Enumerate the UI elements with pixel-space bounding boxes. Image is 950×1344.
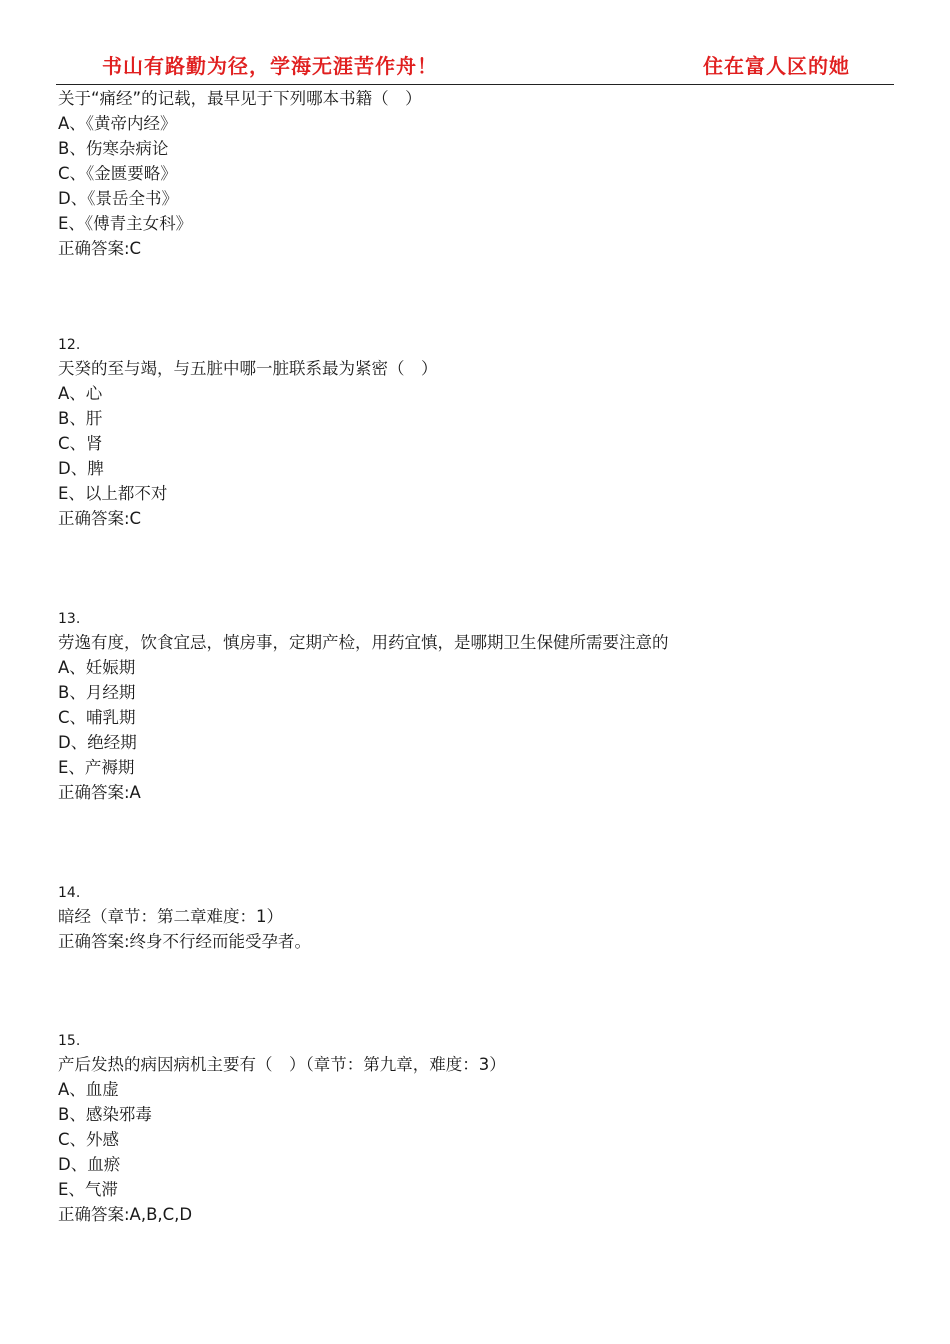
option-c: C、外感: [58, 1130, 120, 1149]
option-b: B、伤寒杂病论: [58, 139, 169, 158]
question-stem: 关于“痛经”的记载，最早见于下列哪本书籍（ ）: [58, 89, 422, 108]
option-a: A、妊娠期: [58, 658, 136, 677]
question-number: 14.: [58, 885, 81, 901]
option-d: D、脾: [58, 459, 104, 478]
header-author: 住在富人区的她: [703, 54, 850, 78]
question-number: 13.: [58, 611, 81, 627]
option-a: A、《黄帝内经》: [58, 114, 177, 133]
question-13: [58, 608, 898, 882]
option-e: E、气滞: [58, 1180, 118, 1199]
option-c: C、哺乳期: [58, 708, 136, 727]
answer: 正确答案:C: [58, 509, 142, 528]
answer: 正确答案:A,B,C,D: [58, 1205, 193, 1224]
option-c: C、《金匮要略》: [58, 164, 177, 183]
option-d: D、《景岳全书》: [58, 189, 178, 208]
answer: 正确答案:A: [58, 783, 141, 802]
option-d: D、绝经期: [58, 733, 137, 752]
option-a: A、血虚: [58, 1080, 119, 1099]
question-stem: 劳逸有度，饮食宜忌，慎房事，定期产检，用药宜慎，是哪期卫生保健所需要注意的: [58, 633, 669, 652]
question-15: [58, 1030, 898, 1230]
option-c: C、肾: [58, 434, 103, 453]
question-stem: 产后发热的病因病机主要有（ ）（章节：第九章，难度：3）: [58, 1055, 506, 1074]
option-a: A、心: [58, 384, 103, 403]
page-header: [56, 44, 894, 85]
question-list: [58, 86, 898, 1230]
question-number: 12.: [58, 337, 81, 353]
question-11: [58, 86, 898, 334]
option-b: B、月经期: [58, 683, 136, 702]
option-e: E、产褥期: [58, 758, 135, 777]
question-stem: 天癸的至与竭，与五脏中哪一脏联系最为紧密（ ）: [58, 359, 438, 378]
answer: 正确答案:C: [58, 239, 142, 258]
question-14: [58, 882, 898, 1030]
option-e: E、《傅青主女科》: [58, 214, 193, 233]
option-d: D、血瘀: [58, 1155, 121, 1174]
question-12: [58, 334, 898, 608]
answer: 正确答案:终身不行经而能受孕者。: [58, 932, 312, 951]
option-e: E、以上都不对: [58, 484, 168, 503]
option-b: B、感染邪毒: [58, 1105, 152, 1124]
header-motto: 书山有路勤为径，学海无涯苦作舟！: [102, 54, 438, 78]
option-b: B、肝: [58, 409, 103, 428]
question-stem: 暗经（章节：第二章难度：1）: [58, 907, 283, 926]
question-number: 15.: [58, 1033, 81, 1049]
